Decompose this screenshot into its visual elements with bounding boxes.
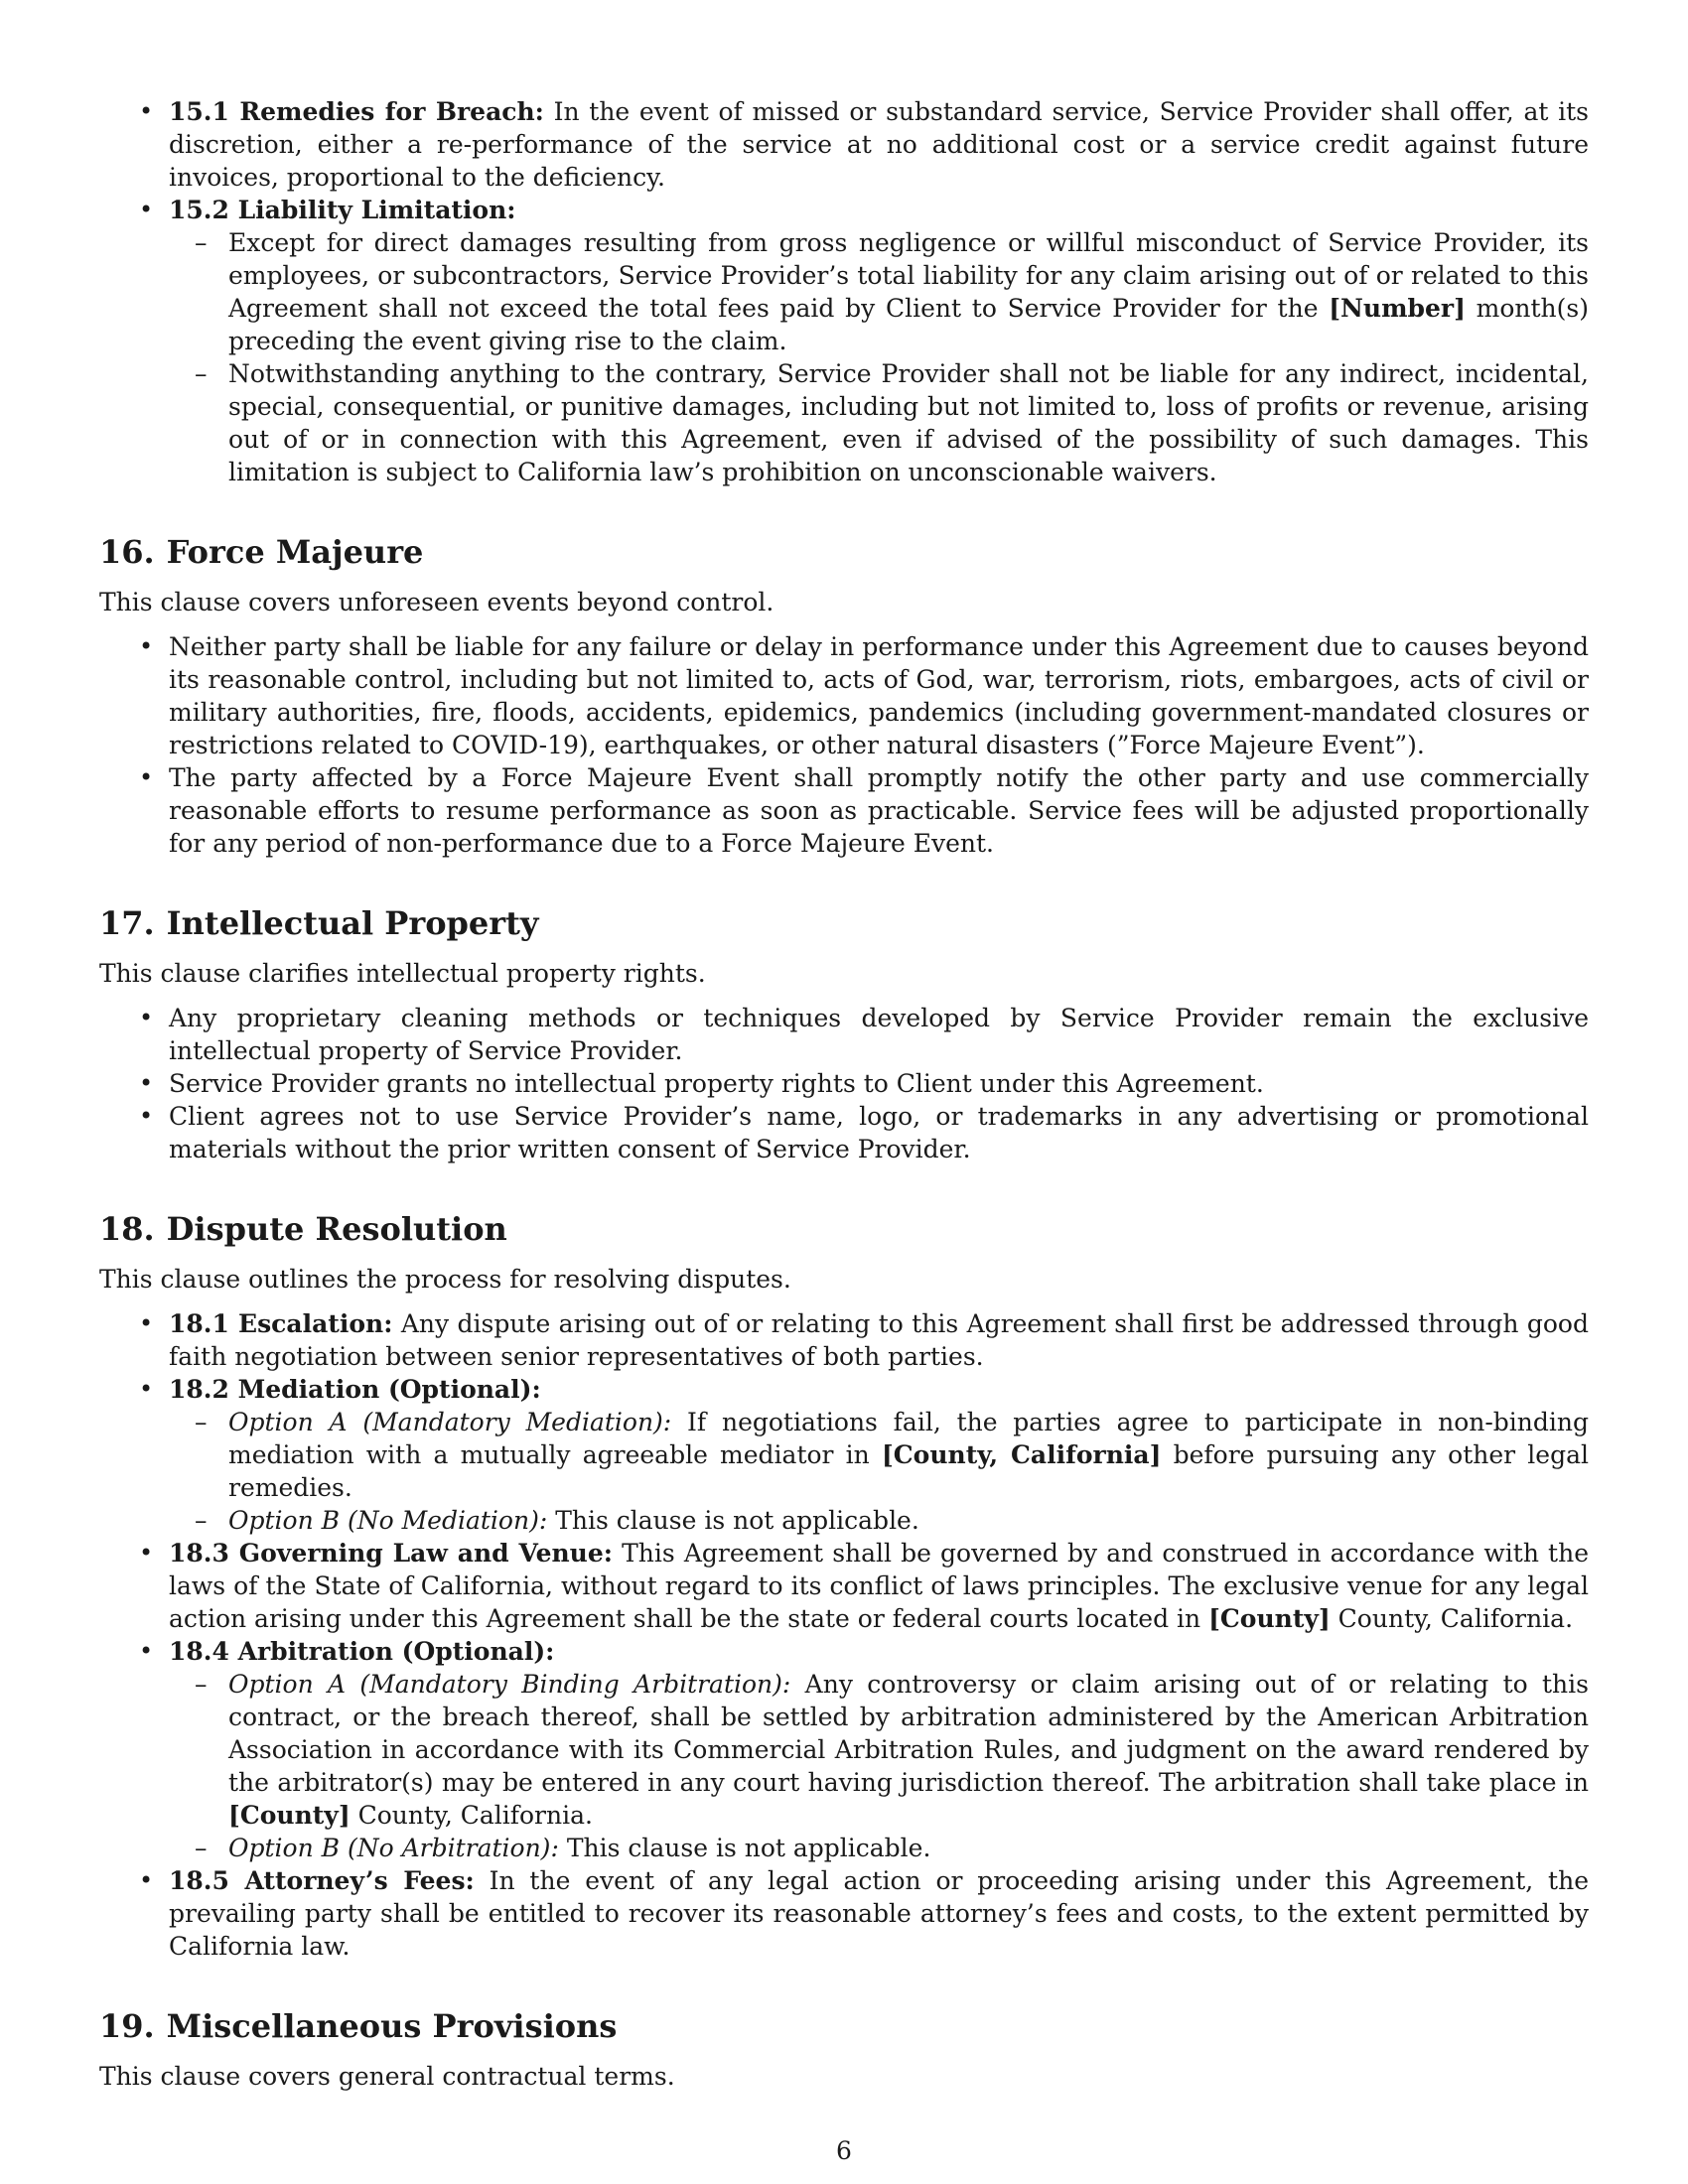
section-heading-19 — [99, 2006, 1589, 2046]
item-text: If negotiations fail, the parties agree to participate in non-binding mediation with a mutually agreeable mediator in — [228, 1408, 1589, 1469]
item-text: before pursuing any other legal remedies. — [228, 1440, 1589, 1502]
item-text: County, California. — [1330, 1604, 1574, 1633]
list-item: • Any proprietary cleaning methods or techniques developed by Service Provider remain the exclusive intellectual property of Service Provider. — [99, 1002, 1589, 1067]
item-text: County, California. — [350, 1801, 593, 1830]
section-number: 18. — [99, 1210, 155, 1248]
option-label: Option A (Mandatory Mediation): — [228, 1408, 672, 1436]
item-text: This Agreement shall be governed by and construed in accordance with the laws of the State of California, without regard to its conflict of laws principles. The exclusive venue for any legal action arising under this Agreement shall be the state or federal courts located in — [169, 1539, 1589, 1633]
item-heading: 15.1 Remedies for Breach: — [169, 97, 544, 126]
section-title: Force Majeure — [166, 533, 424, 571]
sublist-item — [169, 1832, 1589, 1864]
option-label: Option B (No Arbitration): — [228, 1834, 559, 1862]
list-item-liability — [99, 194, 1589, 488]
section-16-list — [99, 630, 1589, 860]
section-number: 16. — [99, 533, 155, 571]
arbitration-sublist — [169, 1668, 1589, 1864]
placeholder-county: [County] — [1208, 1604, 1331, 1633]
section-number: 17. — [99, 904, 155, 942]
sublist-item — [169, 226, 1589, 357]
mediation-sublist — [169, 1406, 1589, 1537]
option-label: Option B (No Mediation): — [228, 1506, 548, 1535]
list-item-mediation — [99, 1373, 1589, 1537]
item-text: This clause is not applicable. — [558, 1834, 931, 1862]
section-intro: This clause outlines the process for resolving disputes. — [99, 1265, 791, 1294]
option-label: Option A (Mandatory Binding Arbitration): — [228, 1670, 791, 1699]
section-intro: This clause covers unforeseen events beyond control. — [99, 588, 774, 616]
item-text: month(s) preceding the event giving rise to the claim. — [228, 294, 1589, 355]
placeholder-county-california: [County, California] — [881, 1440, 1162, 1469]
item-heading: 15.2 Liability Limitation: — [169, 196, 516, 224]
list-item: • Neither party shall be liable for any failure or delay in performance under this Agreement due to causes beyond its reasonable control, including but not limited to, acts of God, war, terrorism, riots, embargoes, acts of civil or military authorities, fire, floods, accidents, epidemics, pandemics (including government-mandated closures or restrictions related to COVID-19), earthquakes, or other natural disasters (”Force Majeure Event”). — [99, 630, 1589, 761]
section-heading-17 — [99, 903, 1589, 943]
document-page — [99, 95, 1589, 2105]
list-item-attorney-fees — [99, 1864, 1589, 1963]
section-18-list — [99, 1307, 1589, 1963]
list-item-arbitration — [99, 1635, 1589, 1864]
section-heading-18 — [99, 1209, 1589, 1249]
item-heading: 18.1 Escalation: — [169, 1309, 393, 1338]
section-number: 19. — [99, 2007, 155, 2045]
item-text: Except for direct damages resulting from gross negligence or willful misconduct of Service Provider, its employees, or subcontractors, Service Provider’s total liability for any claim arising out of or related to this Agreement shall not exceed the total fees paid by Client to Service Provider for the — [228, 228, 1589, 323]
list-item-governing-law — [99, 1537, 1589, 1635]
item-heading: 18.4 Arbitration (Optional): — [169, 1637, 555, 1666]
item-text: This clause is not applicable. — [547, 1506, 919, 1535]
item-text: Notwithstanding anything to the contrary, Service Provider shall not be liable for any indirect, incidental, special, consequential, or punitive damages, including but not limited to, loss of profits or revenue, arising out of or in connection with this Agreement, even if advised of the possibility of such damages. This limitation is subject to California law’s prohibition on unconscionable waivers. — [228, 359, 1589, 486]
section-title: Intellectual Property — [166, 904, 539, 942]
sublist-item — [169, 1668, 1589, 1832]
list-item: • Service Provider grants no intellectual property rights to Client under this Agreement. — [99, 1067, 1589, 1100]
section-intro: This clause covers general contractual terms. — [99, 2062, 675, 2091]
section-15-list — [99, 95, 1589, 488]
item-heading: 18.5 Attorney’s Fees: — [169, 1866, 475, 1895]
item-text: In the event of missed or substandard service, Service Provider shall offer, at its discretion, either a re-performance of the service at no additional cost or a service credit against future invoices, proportional to the deficiency. — [169, 97, 1589, 192]
list-item-remedies — [99, 95, 1589, 194]
sublist-item — [169, 357, 1589, 488]
list-item-escalation — [99, 1307, 1589, 1373]
sublist-item — [169, 1504, 1589, 1537]
sublist-item — [169, 1406, 1589, 1504]
list-item: • The party affected by a Force Majeure Event shall promptly notify the other party and use commercially reasonable efforts to resume performance as soon as practicable. Service fees will be adjusted proportionally for any period of non-performance due to a Force Majeure Event. — [99, 761, 1589, 860]
section-17-list — [99, 1002, 1589, 1165]
item-text: In the event of any legal action or proceeding arising under this Agreement, the prevailing party shall be entitled to recover its reasonable attorney’s fees and costs, to the extent permitted by California law. — [169, 1866, 1590, 1961]
section-title: Miscellaneous Provisions — [166, 2007, 618, 2045]
placeholder-county: [County] — [228, 1801, 351, 1830]
page-number: 6 — [836, 2136, 852, 2165]
section-title: Dispute Resolution — [166, 1210, 507, 1248]
item-heading: 18.2 Mediation (Optional): — [169, 1375, 541, 1404]
section-heading-16 — [99, 532, 1589, 572]
section-intro: This clause clarifies intellectual property rights. — [99, 959, 706, 988]
item-text: Any dispute arising out of or relating to this Agreement shall first be addressed through good faith negotiation between senior representatives of both parties. — [169, 1309, 1589, 1371]
item-heading: 18.3 Governing Law and Venue: — [169, 1539, 613, 1568]
liability-sublist — [169, 226, 1589, 488]
list-item: • Client agrees not to use Service Provider’s name, logo, or trademarks in any advertising or promotional materials without the prior written consent of Service Provider. — [99, 1100, 1589, 1165]
placeholder-number: [Number] — [1329, 294, 1466, 323]
item-text: Any controversy or claim arising out of or relating to this contract, or the breach thereof, shall be settled by arbitration administered by the American Arbitration Association in accordance with its Commercial Arbitration Rules, and judgment on the award rendered by the arbitrator(s) may be entered in any court having jurisdiction thereof. The arbitration shall take place in — [228, 1670, 1589, 1797]
